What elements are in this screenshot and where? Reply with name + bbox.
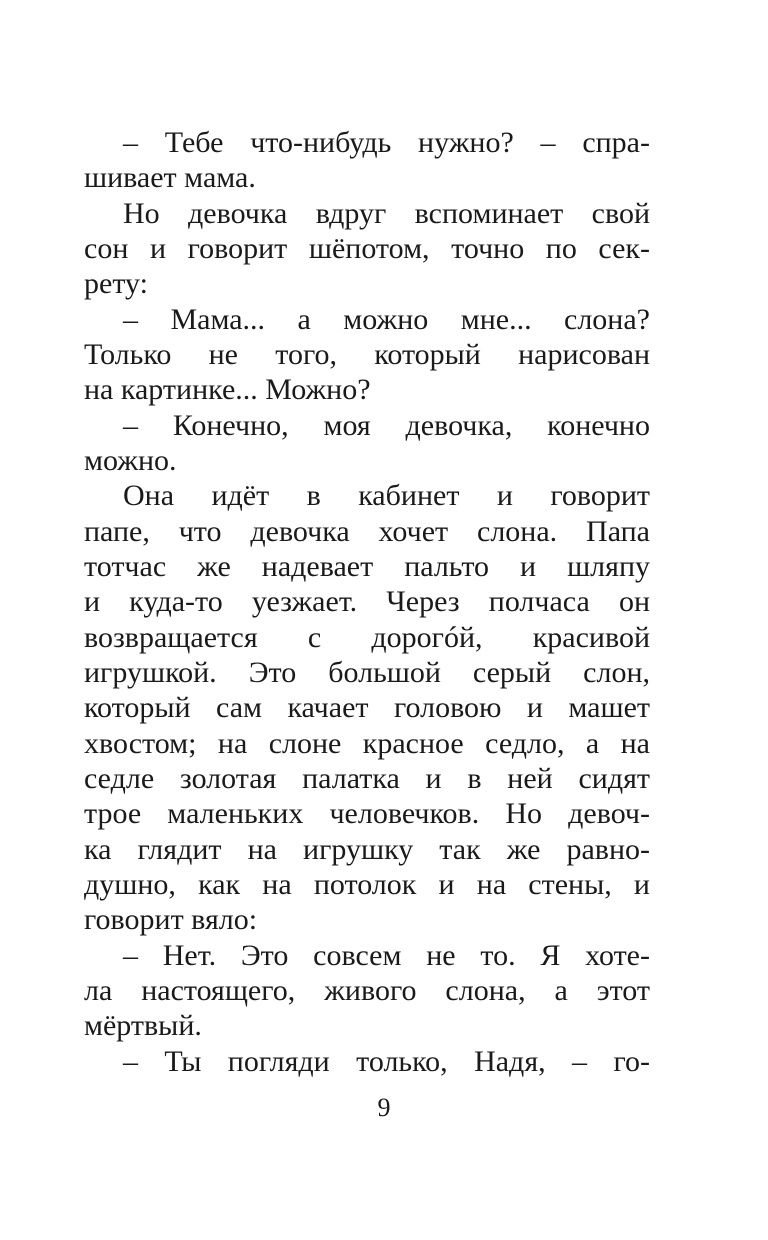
text-line: возвращается с дорогóй, красивой [84,621,650,654]
text-line: седле золотая палатка и в ней сидят [84,762,650,795]
text-line: – Тебе что-нибудь нужно? – спра- [123,126,650,159]
text-line: игрушкой. Это большой серый слон, [84,656,650,689]
text-line: говорит вяло: [84,903,258,936]
text-line: рету: [84,267,148,300]
page-number: 9 [377,1093,391,1122]
text-line: и куда-то уезжает. Через полчаса он [84,585,650,618]
text-line: Она идёт в кабинет и говорит [123,479,650,512]
text-line: ка глядит на игрушку так же равно- [84,833,650,866]
text-line: трое маленьких человечков. Но девоч- [84,797,650,830]
text-line: на картинке... Можно? [84,373,371,406]
text-line: который сам качает головою и машет [84,691,650,724]
text-line: – Мама... а можно мне... слона? [123,303,650,336]
text-line: можно. [84,444,177,477]
text-line: – Нет. Это совсем не то. Я хоте- [123,939,650,972]
text-line: – Конечно, моя девочка, конечно [123,409,650,442]
text-line: сон и говорит шёпотом, точно по сек- [84,232,650,265]
text-line: Но девочка вдруг вспоминает свой [123,197,650,230]
text-line: тотчас же надевает пальто и шляпу [84,550,650,583]
text-line: хвостом; на слоне красное седло, а на [84,727,650,760]
text-line: душно, как на потолок и на стены, и [84,868,650,901]
text-line: ла настоящего, живого слона, а этот [84,974,650,1007]
text-line: мёртвый. [84,1009,202,1042]
text-line: папе, что девочка хочет слона. Папа [84,515,650,548]
text-line: шивает мама. [84,161,256,194]
text-line: – Ты погляди только, Надя, – го- [123,1045,650,1078]
text-line: Только не того, который нарисован [84,338,650,371]
